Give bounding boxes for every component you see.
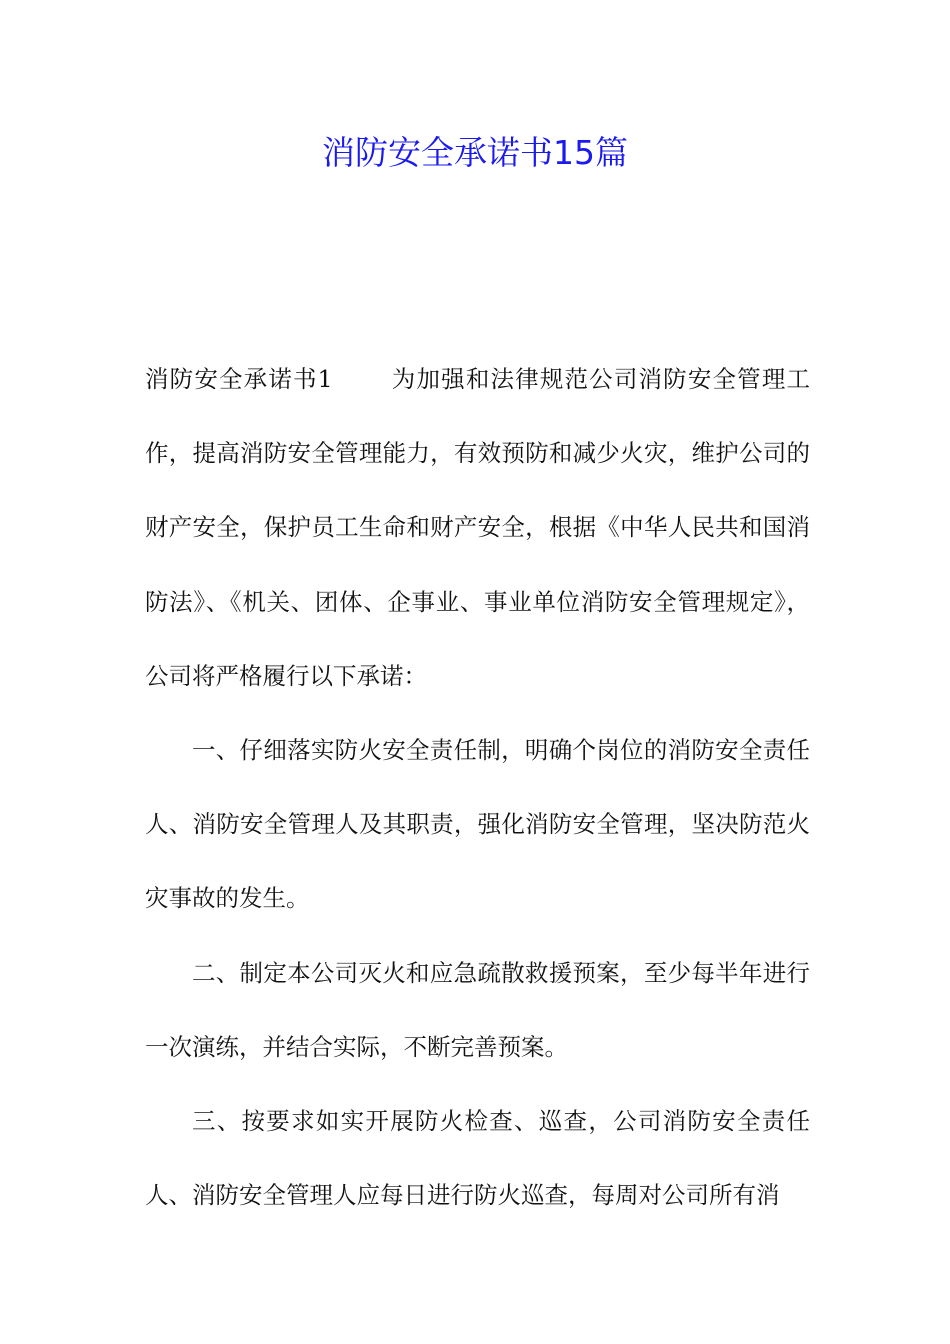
section-heading: 消防安全承诺书1	[145, 365, 333, 393]
paragraph-item-2: 二、制定本公司灭火和应急疏散救援预案，至少每半年进行一次演练，并结合实际，不断完善预案。	[145, 958, 810, 1061]
paragraph-item-3: 三、按要求如实开展防火检查、巡查，公司消防安全责任人、消防安全管理人应每日进行防火巡查，每周对公司所有消	[145, 1107, 810, 1210]
paragraph-text: 为加强和法律规范公司消防安全管理工作，提高消防安全管理能力，有效预防和减少火灾，维护公司的财产安全，保护员工生命和财产安全，根据《中华人民共和国消防法》、《机关、团体、企事业、事业单位消防安全管理规定》，公司将严格履行以下承诺：	[145, 365, 811, 690]
document-body	[145, 342, 810, 1232]
paragraph-intro	[145, 342, 810, 713]
document-title: 消防安全承诺书15篇	[322, 133, 628, 172]
paragraph-item-1: 一、仔细落实防火安全责任制，明确个岗位的消防安全责任人、消防安全管理人及其职责，强化消防安全管理，坚决防范火灾事故的发生。	[145, 736, 810, 913]
